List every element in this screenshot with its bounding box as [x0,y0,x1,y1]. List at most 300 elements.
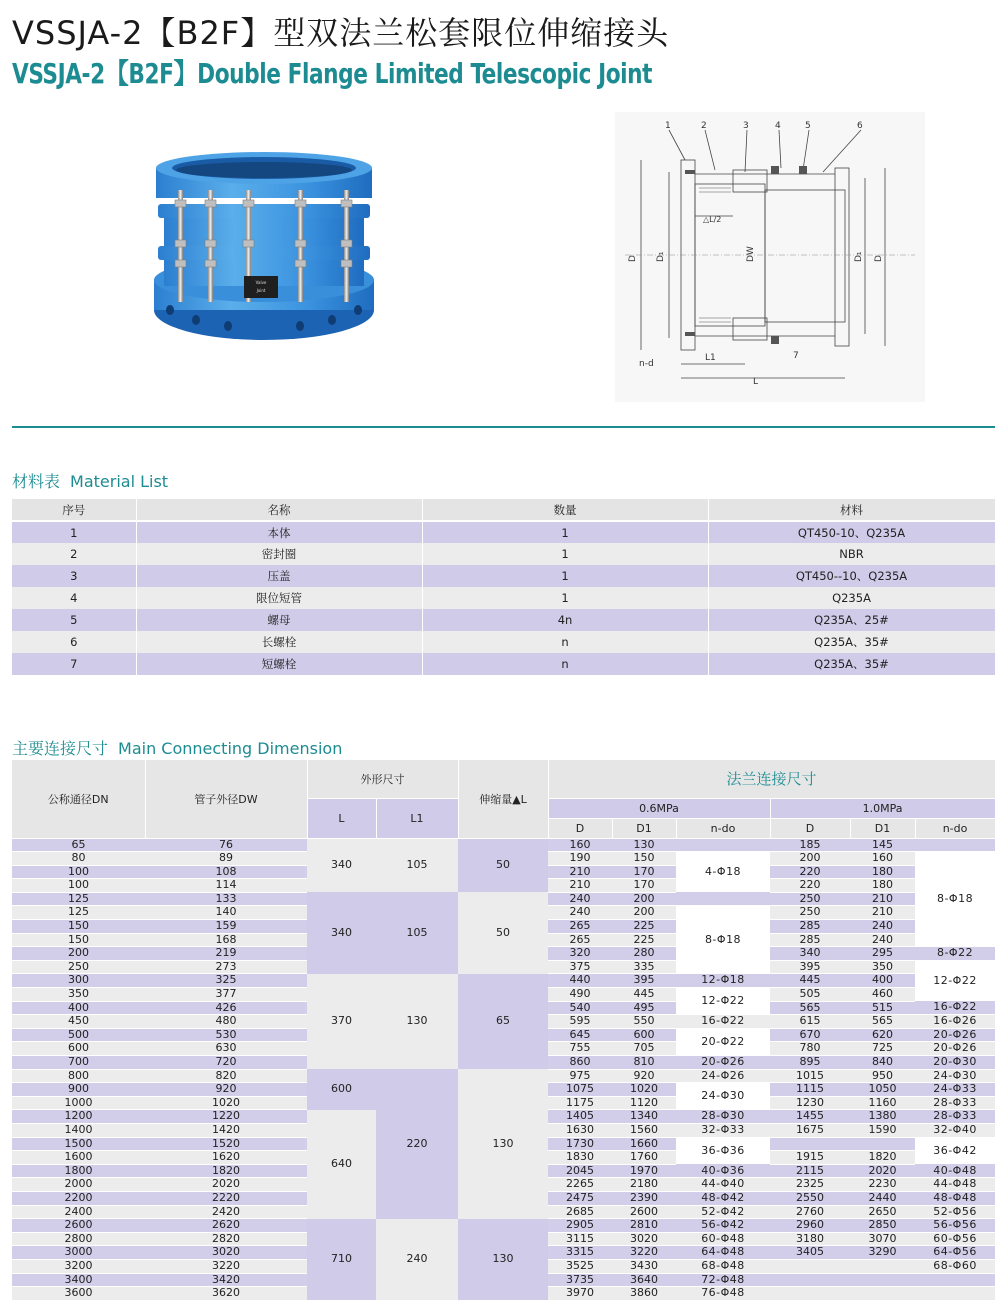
cell-dw: 3420 [145,1273,307,1287]
cell-D-10: 2760 [770,1205,850,1219]
cell-dn: 1400 [12,1123,145,1137]
cell-dw: 3620 [145,1287,307,1301]
cell-material: QT450--10、Q235A [708,565,995,587]
cell-dw: 114 [145,879,307,893]
cell-D1-10 [850,1273,915,1287]
cell-no: 3 [12,565,136,587]
cell-D-06: 3315 [548,1246,612,1260]
cell-D1-10: 2850 [850,1219,915,1233]
cell-dn: 2600 [12,1219,145,1233]
cell-nd-06: 36-Φ36 [676,1137,770,1164]
cell-D1-10: 950 [850,1069,915,1083]
cell-D1-06: 1660 [612,1137,676,1151]
page-title-en: VSSJA-2【B2F】Double Flange Limited Telescopic Joint [12,57,653,90]
material-section-title [12,469,168,492]
cell-dw: 273 [145,960,307,974]
cell-dn: 350 [12,988,145,1002]
cell-D1-06: 2390 [612,1191,676,1205]
cell-nd-06: 24-Φ26 [676,1069,770,1083]
cell-D-10 [770,1273,850,1287]
cell-D-06: 3115 [548,1232,612,1246]
cell-dn: 3600 [12,1287,145,1301]
header-flange: 法兰连接尺寸 [548,760,995,798]
cell-D1-06: 2180 [612,1178,676,1192]
cell-D1-10: 2440 [850,1191,915,1205]
cell-D-06: 1830 [548,1151,612,1165]
cell-D1-06: 1340 [612,1110,676,1124]
cell-nd-06: 12-Φ18 [676,974,770,988]
cell-D-06: 440 [548,974,612,988]
cell-dw: 133 [145,892,307,906]
cell-nd-06: 20-Φ26 [676,1056,770,1070]
cell-nd-06: 48-Φ42 [676,1191,770,1205]
dimension-title-cn: 主要连接尺寸 [12,739,109,758]
cell-dn: 900 [12,1083,145,1097]
header-L: L [307,798,376,838]
cell-D1-10: 210 [850,892,915,906]
cell-D-10: 1015 [770,1069,850,1083]
cell-D-10 [770,1259,850,1273]
cell-nd-06: 40-Φ36 [676,1164,770,1178]
cell-dw: 168 [145,933,307,947]
cell-material: NBR [708,543,995,565]
cell-dw: 480 [145,1015,307,1029]
material-row [12,631,995,653]
cell-dn: 2200 [12,1191,145,1205]
cell-D-06: 3735 [548,1273,612,1287]
cell-dw: 159 [145,920,307,934]
cell-dn: 1800 [12,1164,145,1178]
cell-D1-10: 1160 [850,1096,915,1110]
label-L: L [753,377,759,387]
cell-D-06: 540 [548,1001,612,1015]
header-dn: 公称通径DN [12,760,145,838]
cell-D-10: 895 [770,1056,850,1070]
cell-D-06: 2475 [548,1191,612,1205]
cell-dw: 89 [145,852,307,866]
cell-dw: 530 [145,1028,307,1042]
cell-delta-L: 50 [458,892,548,974]
dimension-row [12,1219,995,1233]
cell-delta-L: 130 [458,1219,548,1301]
cell-D-06: 755 [548,1042,612,1056]
cell-D-06: 160 [548,838,612,852]
cell-D1-06: 1970 [612,1164,676,1178]
header-dw: 管子外径DW [145,760,307,838]
cell-D1-06: 395 [612,974,676,988]
material-row [12,565,995,587]
cell-D1-10: 1380 [850,1110,915,1124]
cell-L: 710 [307,1219,376,1301]
cell-D1-06: 170 [612,879,676,893]
col-header-qty: 数量 [422,499,708,521]
cell-nd-06: 60-Φ48 [676,1232,770,1246]
cell-qty: 4n [422,609,708,631]
cell-D1-06: 1020 [612,1083,676,1097]
cell-D-10: 780 [770,1042,850,1056]
cell-D-06: 490 [548,988,612,1002]
cell-D-06: 1730 [548,1137,612,1151]
cell-nd-10: 60-Φ56 [915,1232,995,1246]
cell-D1-06: 150 [612,852,676,866]
cell-material: Q235A、35# [708,631,995,653]
cell-name: 限位短管 [136,587,422,609]
material-row [12,521,995,543]
cell-dw: 1420 [145,1123,307,1137]
cell-L: 340 [307,838,376,892]
header-nd-10: n-do [915,818,995,838]
nameplate-line-2: Joint [256,288,266,293]
header-06mpa: 0.6MPa [548,798,770,818]
cell-no: 1 [12,521,136,543]
cell-nd-06 [676,838,770,852]
cell-D1-10: 3070 [850,1232,915,1246]
dimension-row [12,892,995,906]
cell-dn: 450 [12,1015,145,1029]
cell-dn: 125 [12,906,145,920]
cell-dn: 1500 [12,1137,145,1151]
cell-D-06: 645 [548,1028,612,1042]
cell-D-10: 3405 [770,1246,850,1260]
cell-D-06: 240 [548,906,612,920]
cell-D1-10: 2650 [850,1205,915,1219]
cell-L1: 105 [376,838,458,892]
cell-dn: 150 [12,933,145,947]
cell-D-10: 1230 [770,1096,850,1110]
material-row [12,543,995,565]
cell-dn: 400 [12,1001,145,1015]
cell-dn: 250 [12,960,145,974]
cell-dn: 3200 [12,1259,145,1273]
cell-D-06: 1075 [548,1083,612,1097]
cell-dw: 820 [145,1069,307,1083]
dimension-row [12,838,995,852]
cell-D1-06: 225 [612,920,676,934]
cell-dn: 100 [12,865,145,879]
cell-D1-06: 1120 [612,1096,676,1110]
cell-D-06: 1175 [548,1096,612,1110]
cell-dw: 3020 [145,1246,307,1260]
cell-D-10: 1455 [770,1110,850,1124]
cell-D-10: 220 [770,879,850,893]
cell-D1-06: 280 [612,947,676,961]
cell-D1-06: 495 [612,1001,676,1015]
header-dl: 伸缩量▲L [458,760,548,838]
cell-D1-10: 2020 [850,1164,915,1178]
cell-D-10: 220 [770,865,850,879]
cell-D-10 [770,1137,850,1151]
cell-nd-10 [915,838,995,852]
cell-D1-06: 2600 [612,1205,676,1219]
cell-no: 2 [12,543,136,565]
cell-D-10: 250 [770,892,850,906]
cell-nd-10: 68-Φ60 [915,1259,995,1273]
cell-name: 长螺栓 [136,631,422,653]
cell-dw: 920 [145,1083,307,1097]
cell-D-06: 860 [548,1056,612,1070]
cell-D1-10: 145 [850,838,915,852]
cell-name: 密封圈 [136,543,422,565]
cell-D-06: 595 [548,1015,612,1029]
cell-nd-10: 28-Φ33 [915,1096,995,1110]
cell-nd-06: 32-Φ33 [676,1123,770,1137]
cell-D1-10 [850,1259,915,1273]
cell-nd-06: 12-Φ22 [676,988,770,1015]
cell-D-06: 265 [548,933,612,947]
cell-dw: 1020 [145,1096,307,1110]
material-row [12,653,995,675]
cell-material: Q235A、25# [708,609,995,631]
cell-nd-10: 64-Φ56 [915,1246,995,1260]
label-L1: L1 [705,353,716,363]
label-D1: D₁ [656,251,666,262]
cell-D1-10: 460 [850,988,915,1002]
cell-nd-10: 28-Φ33 [915,1110,995,1124]
cell-D1-06: 810 [612,1056,676,1070]
cell-dw: 377 [145,988,307,1002]
cell-D-10: 565 [770,1001,850,1015]
cell-nd-10: 36-Φ42 [915,1137,995,1164]
cell-delta-L: 65 [458,974,548,1069]
cell-nd-06: 52-Φ42 [676,1205,770,1219]
header-D1-06: D1 [612,818,676,838]
cell-D1-06: 1560 [612,1123,676,1137]
cell-dw: 2820 [145,1232,307,1246]
cell-D-06: 210 [548,865,612,879]
cell-name: 螺母 [136,609,422,631]
cell-nd-10: 8-Φ18 [915,852,995,947]
cell-D-06: 2905 [548,1219,612,1233]
part-label-6: 6 [857,121,863,131]
cell-D1-10: 725 [850,1042,915,1056]
col-header-no: 序号 [12,499,136,521]
cell-D1-06: 3640 [612,1273,676,1287]
cell-nd-10: 20-Φ26 [915,1028,995,1042]
cell-dn: 3000 [12,1246,145,1260]
cell-nd-10: 56-Φ56 [915,1219,995,1233]
cell-nd-10: 32-Φ40 [915,1123,995,1137]
label-D1-right: D₁ [854,251,864,262]
cell-nd-10: 44-Φ48 [915,1178,995,1192]
cell-D-06: 2685 [548,1205,612,1219]
cell-dn: 150 [12,920,145,934]
cell-dn: 125 [12,892,145,906]
cell-D1-10 [850,1137,915,1151]
cell-nd-06: 64-Φ48 [676,1246,770,1260]
cell-L1: 105 [376,892,458,974]
cell-nd-06: 76-Φ48 [676,1287,770,1301]
cell-dw: 2220 [145,1191,307,1205]
cell-D1-06: 3020 [612,1232,676,1246]
cell-dn: 1000 [12,1096,145,1110]
cell-dw: 3220 [145,1259,307,1273]
cell-D1-10: 2230 [850,1178,915,1192]
cell-D-10: 250 [770,906,850,920]
cell-D-06: 265 [548,920,612,934]
cell-L1: 220 [376,1069,458,1219]
cell-nd-06: 28-Φ30 [676,1110,770,1124]
cell-D1-10: 160 [850,852,915,866]
cell-nd-10 [915,1273,995,1287]
cell-material: QT450-10、Q235A [708,521,995,543]
cell-qty: n [422,653,708,675]
cell-dn: 2800 [12,1232,145,1246]
cell-D-06: 2265 [548,1178,612,1192]
cell-dn: 600 [12,1042,145,1056]
cell-nd-10: 20-Φ26 [915,1042,995,1056]
cell-nd-06: 24-Φ30 [676,1083,770,1110]
dimension-title-en: Main Connecting Dimension [118,739,343,758]
cell-dw: 2020 [145,1178,307,1192]
label-half-delta: △L/2 [703,215,722,224]
cell-D1-10: 565 [850,1015,915,1029]
cell-dw: 2620 [145,1219,307,1233]
cell-D-10: 1915 [770,1151,850,1165]
cell-D1-10: 3290 [850,1246,915,1260]
cell-D-06: 190 [548,852,612,866]
cell-nd-10: 8-Φ22 [915,947,995,961]
cell-D1-06: 3860 [612,1287,676,1301]
cell-nd-10: 24-Φ30 [915,1069,995,1083]
cell-dw: 720 [145,1056,307,1070]
material-row [12,587,995,609]
cell-D1-10: 180 [850,879,915,893]
material-title-en: Material List [70,472,169,491]
cell-dw: 1220 [145,1110,307,1124]
cell-nd-10: 20-Φ30 [915,1056,995,1070]
header-nd-06: n-do [676,818,770,838]
part-label-4: 4 [775,121,781,131]
cell-D1-10: 240 [850,920,915,934]
cell-D1-10 [850,1287,915,1301]
col-header-name: 名称 [136,499,422,521]
cell-D-10: 2325 [770,1178,850,1192]
cell-D-06: 1405 [548,1110,612,1124]
cell-dn: 80 [12,852,145,866]
material-row [12,609,995,631]
part-label-3: 3 [743,121,749,131]
cell-qty: 1 [422,587,708,609]
cell-D-10 [770,1287,850,1301]
cell-D-10: 1115 [770,1083,850,1097]
cell-qty: n [422,631,708,653]
cell-D1-10: 295 [850,947,915,961]
page-title-cn: VSSJA-2【B2F】型双法兰松套限位伸缩接头 [12,14,670,52]
cell-dn: 1200 [12,1110,145,1124]
cell-dn: 2400 [12,1205,145,1219]
cell-D1-06: 200 [612,892,676,906]
cell-delta-L: 130 [458,1069,548,1219]
part-label-2: 2 [701,121,707,131]
cell-nd-06: 72-Φ48 [676,1273,770,1287]
cell-D-10: 2550 [770,1191,850,1205]
header-10mpa: 1.0MPa [770,798,995,818]
cell-D-10: 395 [770,960,850,974]
cell-qty: 1 [422,521,708,543]
cell-dn: 2000 [12,1178,145,1192]
cell-D1-06: 3220 [612,1246,676,1260]
cell-D-10: 2115 [770,1164,850,1178]
cell-D1-06: 445 [612,988,676,1002]
header-outer: 外形尺寸 [307,760,458,798]
cell-dn: 300 [12,974,145,988]
cell-dw: 426 [145,1001,307,1015]
cell-dw: 630 [145,1042,307,1056]
cell-D1-06: 3430 [612,1259,676,1273]
cell-dw: 108 [145,865,307,879]
part-label-5: 5 [805,121,811,131]
header-L1: L1 [376,798,458,838]
technical-drawing [615,112,925,402]
cell-nd-10: 16-Φ22 [915,1001,995,1015]
cell-nd-06: 16-Φ22 [676,1015,770,1029]
cell-D-10: 445 [770,974,850,988]
cell-L: 370 [307,974,376,1069]
dimension-table [12,760,996,1301]
cell-delta-L: 50 [458,838,548,892]
cell-D1-10: 840 [850,1056,915,1070]
cell-nd-06: 68-Φ48 [676,1259,770,1273]
cell-D-06: 3970 [548,1287,612,1301]
cell-L: 600 [307,1069,376,1110]
col-header-material: 材料 [708,499,995,521]
cell-D-10: 285 [770,920,850,934]
cell-D-06: 3525 [548,1259,612,1273]
cell-D-10: 200 [770,852,850,866]
cell-D1-06: 600 [612,1028,676,1042]
cell-no: 4 [12,587,136,609]
cell-D1-10: 1050 [850,1083,915,1097]
cell-D1-10: 400 [850,974,915,988]
cell-D1-06: 170 [612,865,676,879]
cell-nd-06: 4-Φ18 [676,852,770,893]
cell-D1-06: 705 [612,1042,676,1056]
cell-nd-10: 40-Φ48 [915,1164,995,1178]
header-D-06: D [548,818,612,838]
cell-D1-10: 350 [850,960,915,974]
cell-dw: 1620 [145,1151,307,1165]
cell-D-10: 505 [770,988,850,1002]
cell-D-10: 2960 [770,1219,850,1233]
cell-nd-10: 16-Φ26 [915,1015,995,1029]
cell-D-06: 975 [548,1069,612,1083]
cell-no: 7 [12,653,136,675]
product-photo [148,150,380,346]
cell-L1: 240 [376,1219,458,1301]
cell-dn: 800 [12,1069,145,1083]
cell-dw: 76 [145,838,307,852]
cell-name: 本体 [136,521,422,543]
cell-D-06: 2045 [548,1164,612,1178]
section-divider [12,426,995,428]
cell-D-10: 1675 [770,1123,850,1137]
cell-nd-06: 20-Φ22 [676,1028,770,1055]
cell-dn: 200 [12,947,145,961]
dimension-row [12,1069,995,1083]
cell-qty: 1 [422,543,708,565]
cell-D-06: 375 [548,960,612,974]
cell-D1-06: 2810 [612,1219,676,1233]
cell-dw: 325 [145,974,307,988]
cell-D1-06: 550 [612,1015,676,1029]
cell-nd-10: 52-Φ56 [915,1205,995,1219]
label-D-right: D [874,255,884,262]
cell-nd-10: 12-Φ22 [915,960,995,1001]
cell-D1-10: 240 [850,933,915,947]
cell-dw: 2420 [145,1205,307,1219]
cell-qty: 1 [422,565,708,587]
cell-D-10: 3180 [770,1232,850,1246]
